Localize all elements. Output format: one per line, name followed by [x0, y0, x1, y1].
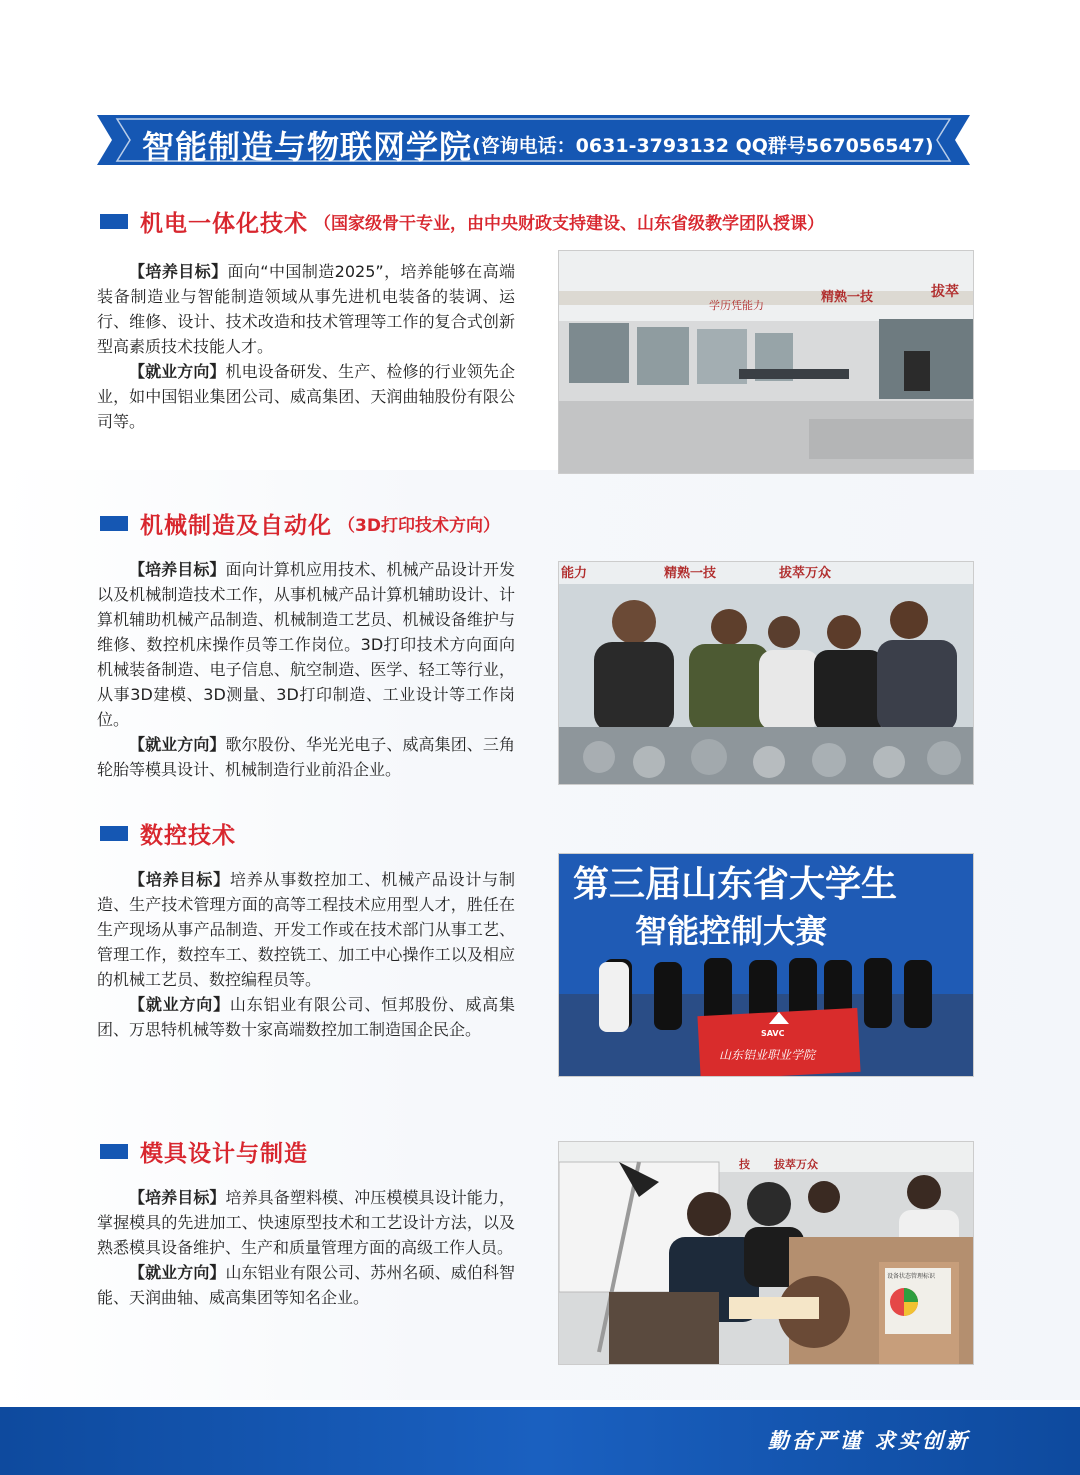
section-title: 数控技术 — [140, 822, 236, 849]
photo-sign: 智能控制大赛 — [635, 912, 828, 950]
section-bullet — [100, 214, 128, 229]
career-text: 机电设备研发、生产、检修的行业领先企业，如中国铝业集团公司、威高集团、天润曲轴股份有限公司等。 — [97, 362, 515, 431]
section-title: 机械制造及自动化 — [140, 512, 332, 539]
career-label: 【就业方向】 — [129, 995, 230, 1014]
photo-sign: 拔萃 — [931, 284, 959, 300]
photo-sign: 技 — [739, 1158, 750, 1171]
section-bullet — [100, 1144, 128, 1159]
photo-sign: 能力 — [561, 566, 588, 581]
lathe-photo — [558, 1141, 974, 1365]
goal-paragraph — [97, 557, 515, 732]
photo-sign: 拔萃万众 — [779, 566, 832, 581]
section-title: 机电一体化技术 — [140, 210, 308, 237]
footer-bar — [0, 1407, 1080, 1475]
section-body — [97, 867, 515, 1042]
career-paragraph — [97, 732, 515, 782]
goal-label: 【培养目标】 — [129, 870, 230, 889]
photo-sign: 拔萃万众 — [774, 1158, 818, 1171]
photo-sign: SAVC — [761, 1029, 785, 1038]
career-label: 【就业方向】 — [129, 1263, 226, 1282]
goal-text: 面向计算机应用技术、机械产品设计开发以及机械制造技术工作，从事机械产品计算机辅助设计、计算机辅助机械产品制造、机械制造工艺员、机械设备维护与维修、数控机床操作员等工作岗位。3D打印技术方向面向机械装备制造、电子信息、航空制造、医学、轻工等行业，从事3D建模、3D测量、3D打印制造、工业设计等工作岗位。 — [97, 560, 515, 729]
section-body — [97, 259, 515, 434]
section-header — [100, 204, 824, 238]
students-photo — [558, 561, 974, 785]
career-paragraph — [97, 1260, 515, 1310]
section-title: 模具设计与制造 — [140, 1140, 308, 1167]
footer-slogan: 勤奋严谨 求实创新 — [767, 1428, 970, 1453]
goal-label: 【培养目标】 — [129, 262, 228, 281]
photo-sign: 精熟一技 — [664, 566, 717, 581]
section-body — [97, 1185, 515, 1310]
career-paragraph — [97, 992, 515, 1042]
goal-paragraph — [97, 1185, 515, 1260]
goal-label: 【培养目标】 — [129, 560, 226, 579]
college-banner — [97, 115, 970, 165]
career-text: 山东铝业有限公司、苏州名硕、威伯科智能、天润曲轴、威高集团等知名企业。 — [97, 1263, 515, 1307]
section-body — [97, 557, 515, 782]
career-text: 歌尔股份、华光光电子、威高集团、三角轮胎等模具设计、机械制造行业前沿企业。 — [97, 735, 515, 779]
banner-title: 智能制造与物联网学院 — [142, 128, 473, 166]
photo-sign: 第三届山东省大学生 — [573, 864, 898, 905]
section-bullet — [100, 516, 128, 531]
goal-paragraph — [97, 867, 515, 992]
workshop-photo — [558, 250, 974, 474]
photo-sign: 设备状态管理标识 — [887, 1273, 936, 1280]
section-header — [100, 816, 242, 850]
section-bullet — [100, 826, 128, 841]
career-label: 【就业方向】 — [129, 735, 226, 754]
section-header — [100, 506, 500, 540]
photo-sign: 山东铝业职业学院 — [719, 1048, 816, 1062]
section-subtitle: （国家级骨干专业，由中央财政支持建设、山东省级教学团队授课） — [314, 213, 824, 234]
goal-label: 【培养目标】 — [129, 1188, 226, 1207]
section-subtitle: （3D打印技术方向） — [338, 515, 500, 536]
banner-contact: (咨询电话：0631-3793132 QQ群号567056547) — [472, 135, 934, 157]
goal-text: 培养从事数控加工、机械产品设计与制造、生产技术管理方面的高等工程技术应用型人才，胜任在生产现场从事产品制造、开发工作或在技术部门从事工艺、管理工作，数控车工、数控铣工、加工中心操作工以及相应的机械工艺员、数控编程员等。 — [97, 870, 515, 989]
competition-photo — [558, 853, 974, 1077]
goal-paragraph — [97, 259, 515, 359]
career-text: 山东铝业有限公司、恒邦股份、威高集团、万思特机械等数十家高端数控加工制造国企民企。 — [97, 995, 515, 1039]
career-label: 【就业方向】 — [129, 362, 226, 381]
photo-sign: 精熟一技 — [821, 290, 874, 305]
goal-text: 面向“中国制造2025”，培养能够在高端装备制造业与智能制造领域从事先进机电装备的装调、运行、维修、设计、技术改造和技术管理等工作的复合式创新型高素质技术技能人才。 — [97, 262, 515, 356]
section-header — [100, 1134, 314, 1168]
career-paragraph — [97, 359, 515, 434]
goal-text: 培养具备塑料模、冲压模模具设计能力，掌握模具的先进加工、快速原型技术和工艺设计方法，以及熟悉模具设备维护、生产和质量管理方面的高级工作人员。 — [97, 1188, 515, 1257]
photo-sign: 学历凭能力 — [709, 299, 764, 312]
